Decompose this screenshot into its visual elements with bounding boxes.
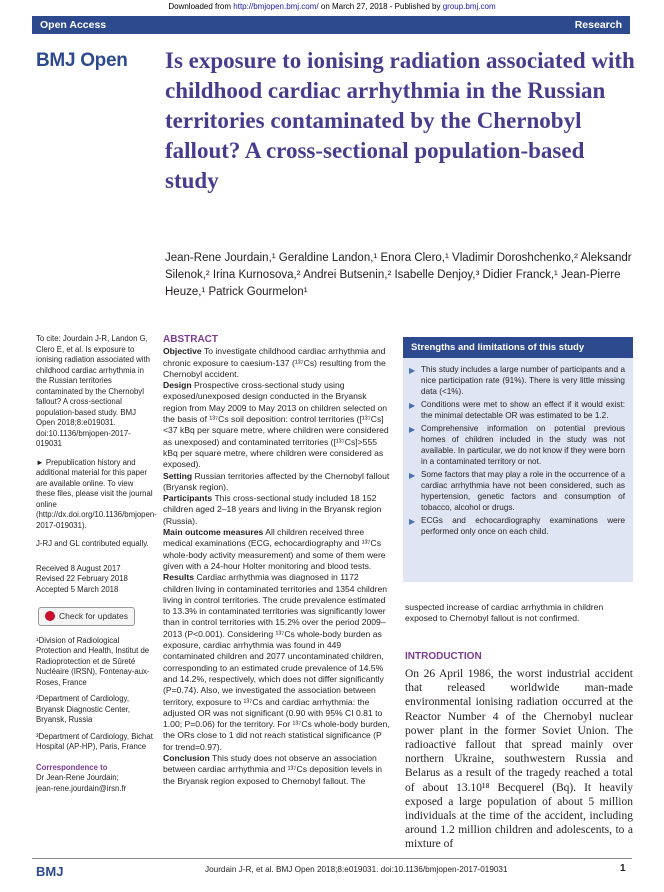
list-item: ▶ Some factors that may play a role in the occurrence of a cardiac arrhythmia have not been considered, such as hypertension, genetic factors and consumption of tobacco, alcohol or drugs.	[409, 470, 625, 512]
strengths-list	[403, 364, 633, 537]
list-item: ▶ This study includes a large number of participants and a nice participation rate (91%). There is very little missing data (<1%).	[409, 365, 625, 396]
triangle-bullet-icon: ▶	[409, 366, 416, 375]
abstract-objective: Objective To investigate childhood cardiac arrhythmia and chronic exposure to caesium-137 (¹³⁷Cs) resulting from the Chernobyl accident.	[163, 346, 386, 379]
footer-bmj-logo: BMJ	[36, 864, 64, 879]
article-type-label: Research	[574, 19, 622, 31]
download-url-link[interactable]: http://bmjopen.bmj.com/	[233, 2, 319, 11]
abstract	[163, 334, 391, 787]
correspondence-name: Dr Jean-Rene Jourdain;	[36, 773, 119, 782]
abstract-continued: suspected increase of cardiac arrhythmia in children exposed to Chernobyl fallout is not confirmed.	[405, 602, 604, 624]
check-updates-button[interactable]: Check for updates	[38, 607, 135, 626]
list-item: ▶ Conditions were met to show an effect if it would exist: the minimal detectable OR was estimated to be 1.2.	[409, 400, 625, 420]
contrib-note: J-RJ and GL contributed equally.	[36, 539, 149, 548]
open-access-label: Open Access	[40, 19, 107, 31]
triangle-bullet-icon: ▶	[409, 401, 416, 410]
revised-date: Revised 22 February 2018	[36, 574, 128, 583]
citation-note: To cite: Jourdain J-R, Landon G, Clero E, et al. Is exposure to ionising radiation associated with childhood cardiac arrhythmia in the Russian territories contaminated by the Chernobyl fallout? A cross-sectional population-based study. BMJ Open 2018;8:e019031. doi:10.1136/bmjopen-2017-019031	[36, 334, 150, 448]
correspondence-heading: Correspondence to	[36, 762, 108, 772]
correspondence-email[interactable]: jean-rene.jourdain@irsn.fr	[36, 783, 127, 793]
affiliation-3: ³Department of Cardiology, Bichat Hospital (AP-HP), Paris, France	[36, 731, 153, 751]
abstract-heading: ABSTRACT	[163, 334, 218, 345]
footer-citation: Jourdain J-R, et al. BMJ Open 2018;8:e019031. doi:10.1136/bmjopen-2017-019031	[205, 865, 508, 874]
crossmark-icon	[45, 611, 55, 621]
abstract-results: Results Cardiac arrhythmia was diagnosed in 1172 children living in contaminated territories and 1354 children living in control territories. The crude prevalence estimated to 13.3% in contaminated territories was significantly lower than in control territories with 15.2% over the period 2009–2013 (P<0.001). Considering ¹³⁷Cs whole-body burden as exposure, cardiac arrhythmia was found in 449 contaminated children and 2077 uncontaminated children, corresponding to an estimated crude prevalence of 14.5% and 14.2%, respectively, which does not differ significantly (P=0.74). Also, we investigated the association between territory, exposure to ¹³⁷Cs and cardiac arrhythmia: the adjusted OR was not significant (0.90 with 95% CI 0.81 to 1.00; P=0.06) for the territory. For ¹³⁷Cs whole-body burden, the ORs close to 1 did not reach statistical significance (P for trend=0.97).	[163, 572, 390, 752]
page-number: 1	[620, 863, 626, 874]
strengths-heading: Strengths and limitations of this study	[403, 337, 633, 358]
abstract-design: Design Prospective cross-sectional study using exposed/unexposed design conducted in the Bryansk region from May 2009 to May 2013 on children selected on the basis of ¹³⁷Cs soil deposition: control territories ([¹³⁷Cs]<37 kBq per square metre, where children were considered as unexposed) and contaminated territories ([¹³⁷Cs]>555 kBq per square metre, where children were considered as exposed).	[163, 380, 389, 470]
prepub-note: ► Prepublication history and additional material for this paper are available online. To view these files, please visit the journal online (http://dx.doi.org/10.1136/bmjopen-2017-019031).	[36, 457, 157, 530]
list-item: ▶ Comprehensive information on potential previous homes of children included in the study was not available. In particular, we do not know if they were born in a contaminated territory or not.	[409, 424, 625, 466]
accepted-date: Accepted 5 March 2018	[36, 584, 119, 594]
publisher-link[interactable]: group.bmj.com	[442, 2, 496, 11]
received-date: Received 8 August 2017	[36, 563, 121, 573]
triangle-bullet-icon: ▶	[409, 517, 416, 526]
strengths-limitations-box	[403, 337, 633, 582]
article-title: Is exposure to ionising radiation associated with childhood cardiac arrhythmia in the Russian territories contaminated by the Chernobyl fallout? A cross-sectional population-based study	[165, 48, 635, 193]
footer-divider	[32, 858, 632, 859]
abstract-conclusion: Conclusion This study does not observe an association between cardiac arrhythmia and ¹³⁷Cs deposition levels in the Bryansk region exposed to Chernobyl fallout. The	[163, 752, 383, 786]
author-list: Jean-Rene Jourdain,¹ Geraldine Landon,¹ Enora Clero,¹ Vladimir Doroshchenko,² Aleksandr Silenok,² Irina Kurnosova,² Andrei Butsenin,² Isabelle Denjoy,³ Didier Franck,¹ Jean-Pierre Heuze,¹ Patrick Gourmelon¹	[165, 252, 632, 298]
journal-logo: BMJ Open	[36, 50, 128, 71]
affiliation-1: ¹Division of Radiological Protection and Health, Institut de Radioprotection et de Sûreté Nucléaire (IRSN), Fontenay-aux-Roses, France	[36, 635, 150, 687]
triangle-bullet-icon: ▶	[409, 425, 416, 434]
list-item: ▶ ECGs and echocardiography examinations were performed only once on each child.	[409, 516, 625, 536]
abstract-outcome: Main outcome measures All children received three medical examinations (ECG, echocardiography and ¹³⁷Cs whole-body activity measurement) and some of them were given with a 24-hour Holter monitoring and blood tests.	[163, 527, 386, 571]
introduction-text: On 26 April 1986, the worst industrial accident that released worldwide man-made environmental ionising radiation occurred at the Reactor Number 4 of the Chernobyl nuclear power plant in the former Soviet Union. The radioactive fallout that spread mainly over northern Ukraine, southwestern Russia and Belarus as a result of the tragedy reached a total of about 13.10¹⁸ Becquerel (Bq). It heavily exposed a large population of about 5 million individuals at the time of the accident, including around 1.2 million children and adolescents, to a mixture of	[405, 668, 633, 851]
header-bar	[32, 16, 630, 34]
abstract-setting: Setting Russian territories affected by the Chernobyl fallout (Bryansk region).	[163, 470, 390, 492]
triangle-bullet-icon: ▶	[409, 471, 416, 480]
affiliation-2: ²Department of Cardiology, Bryansk Diagnostic Center, Bryansk, Russia	[36, 694, 131, 724]
abstract-participants: Participants This cross-sectional study included 18 152 children aged 2–18 years and living in the Bryansk region (Russia).	[163, 493, 382, 526]
sidebar	[36, 334, 157, 800]
download-line: Downloaded from http://bmjopen.bmj.com/ on March 27, 2018 - Published by group.bmj.com	[168, 2, 496, 11]
introduction-heading: INTRODUCTION	[405, 651, 482, 662]
